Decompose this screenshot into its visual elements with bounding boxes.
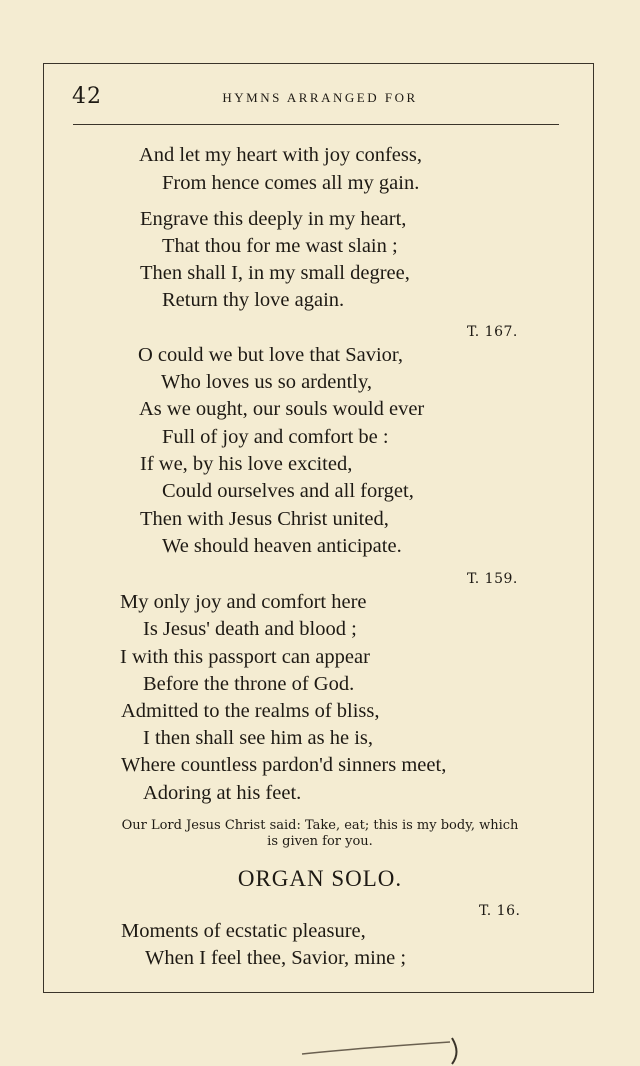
verse-line: Engrave this deeply in my heart, [140, 208, 407, 230]
verse-line: And let my heart with joy confess, [139, 144, 422, 166]
tune-number: T. 159. [467, 571, 518, 587]
verse-line: Return thy love again. [162, 289, 345, 311]
verse-line: Before the throne of God. [143, 673, 355, 695]
verse-line: I with this passport can appear [120, 646, 370, 668]
verse-line: My only joy and comfort here [120, 591, 367, 613]
header-rule [73, 124, 559, 125]
verse-line: We should heaven anticipate. [162, 535, 402, 557]
verse-line: Full of joy and comfort be : [162, 426, 389, 448]
verse-line: When I feel thee, Savior, mine ; [145, 947, 407, 969]
verse-line: Then shall I, in my small degree, [140, 262, 410, 284]
verse-line: Could ourselves and all forget, [162, 480, 414, 502]
verse-line: If we, by his love excited, [140, 453, 353, 475]
page-number: 42 [72, 84, 102, 109]
scripture-note-line: is given for you. [267, 834, 373, 849]
verse-line: Is Jesus' death and blood ; [143, 618, 357, 640]
tune-number: T. 16. [479, 903, 521, 919]
verse-line: Admitted to the realms of bliss, [121, 700, 380, 722]
verse-line: Then with Jesus Christ united, [140, 508, 389, 530]
verse-line: Who loves us so ardently, [161, 371, 373, 393]
page-edge-mark [300, 1036, 458, 1066]
running-head: HYMNS ARRANGED FOR [222, 90, 418, 105]
section-heading: ORGAN SOLO. [237, 866, 403, 891]
verse-line: O could we but love that Savior, [138, 344, 404, 366]
scripture-note-line: Our Lord Jesus Christ said: Take, eat; this is my body, which [121, 818, 519, 833]
verse-line: Moments of ecstatic pleasure, [121, 920, 366, 942]
verse-line: As we ought, our souls would ever [139, 398, 425, 420]
tune-number: T. 167. [467, 324, 518, 340]
verse-line: Adoring at his feet. [143, 782, 302, 804]
verse-line: That thou for me wast slain ; [162, 235, 398, 257]
verse-line: From hence comes all my gain. [162, 172, 420, 194]
verse-line: I then shall see him as he is, [143, 727, 374, 749]
verse-line: Where countless pardon'd sinners meet, [121, 754, 447, 776]
